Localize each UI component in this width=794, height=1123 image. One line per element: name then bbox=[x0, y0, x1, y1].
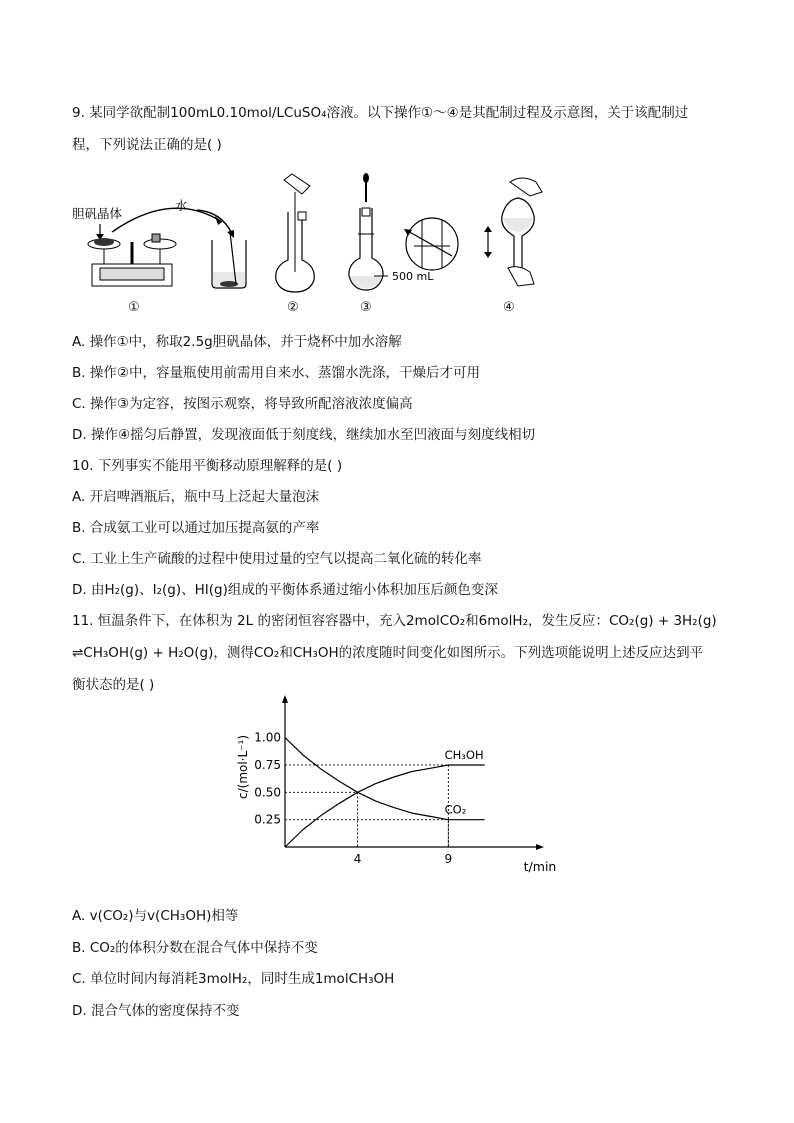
chart-svg bbox=[230, 695, 570, 885]
q9-stem-line2: 程，下列说法正确的是( ) bbox=[72, 137, 222, 153]
label-volume: 500 mL bbox=[392, 270, 434, 283]
q10-option-a: A. 开启啤酒瓶后，瓶中马上泛起大量泡沫 bbox=[72, 489, 320, 505]
series-label-1: CO₂ bbox=[444, 802, 467, 817]
chart-guides bbox=[285, 765, 448, 847]
y-tick-label-2: 0.50 bbox=[254, 785, 281, 800]
caption-4: ④ bbox=[503, 300, 515, 315]
q9-stem-line1: 9. 某同学欲配制100mL0.10mol/LCuSO₄溶液。以下操作①～④是其配制过程及示意图，关于该配制过 bbox=[72, 105, 689, 121]
balance-beaker-illustration bbox=[72, 172, 272, 297]
caption-3: ③ bbox=[360, 300, 372, 315]
label-crystal: 胆矾晶体 bbox=[72, 206, 123, 221]
x-tick-label-0: 4 bbox=[353, 852, 362, 866]
y-axis-label: c/(mol·L⁻¹) bbox=[236, 734, 250, 800]
q11-option-a: A. v(CO₂)与v(CH₃OH)相等 bbox=[72, 908, 239, 924]
x-axis-arrow bbox=[536, 844, 544, 850]
y-tick-label-1: 0.75 bbox=[254, 757, 281, 772]
q11-option-b: B. CO₂的体积分数在混合气体中保持不变 bbox=[72, 940, 318, 956]
q10-stem: 10. 下列事实不能用平衡移动原理解释的是( ) bbox=[72, 458, 343, 474]
x-tick-label-1: 9 bbox=[444, 852, 453, 866]
q11-option-d: D. 混合气体的密度保持不变 bbox=[72, 1003, 240, 1019]
q10-option-d: D. 由H₂(g)、I₂(g)、HI(g)组成的平衡体系通过缩小体积加压后颜色变深 bbox=[72, 582, 498, 598]
caption-1: ① bbox=[128, 300, 140, 315]
series-label-0: CH₃OH bbox=[444, 747, 484, 762]
shaking-flask-illustration bbox=[482, 172, 552, 297]
q10-option-c: C. 工业上生产硫酸的过程中使用过量的空气以提高二氧化硫的转化率 bbox=[72, 551, 482, 567]
y-tick-label-3: 0.25 bbox=[254, 812, 281, 827]
q9-option-c: C. 操作③为定容，按图示观察，将导致所配溶液浓度偏高 bbox=[72, 396, 413, 412]
y-tick-label-0: 1.00 bbox=[254, 730, 281, 745]
concentration-chart bbox=[230, 695, 570, 885]
q11-stem-line1: 11. 恒温条件下，在体积为 2L 的密闭恒容容器中，充入2molCO₂和6molH₂，发生反应：CO₂(g) + 3H₂(g) bbox=[72, 613, 717, 629]
q9-option-d: D. 操作④摇匀后静置，发现液面低于刻度线，继续加水至凹液面与刻度线相切 bbox=[72, 427, 536, 443]
q11-stem-line3: 衡状态的是( ) bbox=[72, 677, 155, 693]
q9-option-b: B. 操作②中，容量瓶使用前需用自来水、蒸馏水洗涤，干燥后才可用 bbox=[72, 365, 480, 381]
flask-dropper-illustration bbox=[344, 172, 474, 297]
chart-axes bbox=[282, 695, 544, 850]
label-water: 水 bbox=[175, 198, 188, 213]
q9-figure bbox=[72, 172, 592, 322]
x-axis-label: t/min bbox=[523, 859, 557, 874]
q10-option-b: B. 合成氨工业可以通过加压提高氨的产率 bbox=[72, 520, 320, 536]
flask-transfer-illustration bbox=[270, 172, 320, 297]
q9-option-a: A. 操作①中，称取2.5g胆矾晶体，并于烧杯中加水溶解 bbox=[72, 334, 402, 350]
y-axis-arrow bbox=[282, 695, 288, 703]
q11-option-c: C. 单位时间内每消耗3molH₂，同时生成1molCH₃OH bbox=[72, 971, 395, 987]
chart-labels bbox=[236, 731, 556, 874]
q11-stem-line2: ⇌CH₃OH(g) + H₂O(g)，测得CO₂和CH₃OH的浓度随时间变化如图所示。下列选项能说明上述反应达到平 bbox=[72, 645, 704, 661]
caption-2: ② bbox=[287, 300, 299, 315]
